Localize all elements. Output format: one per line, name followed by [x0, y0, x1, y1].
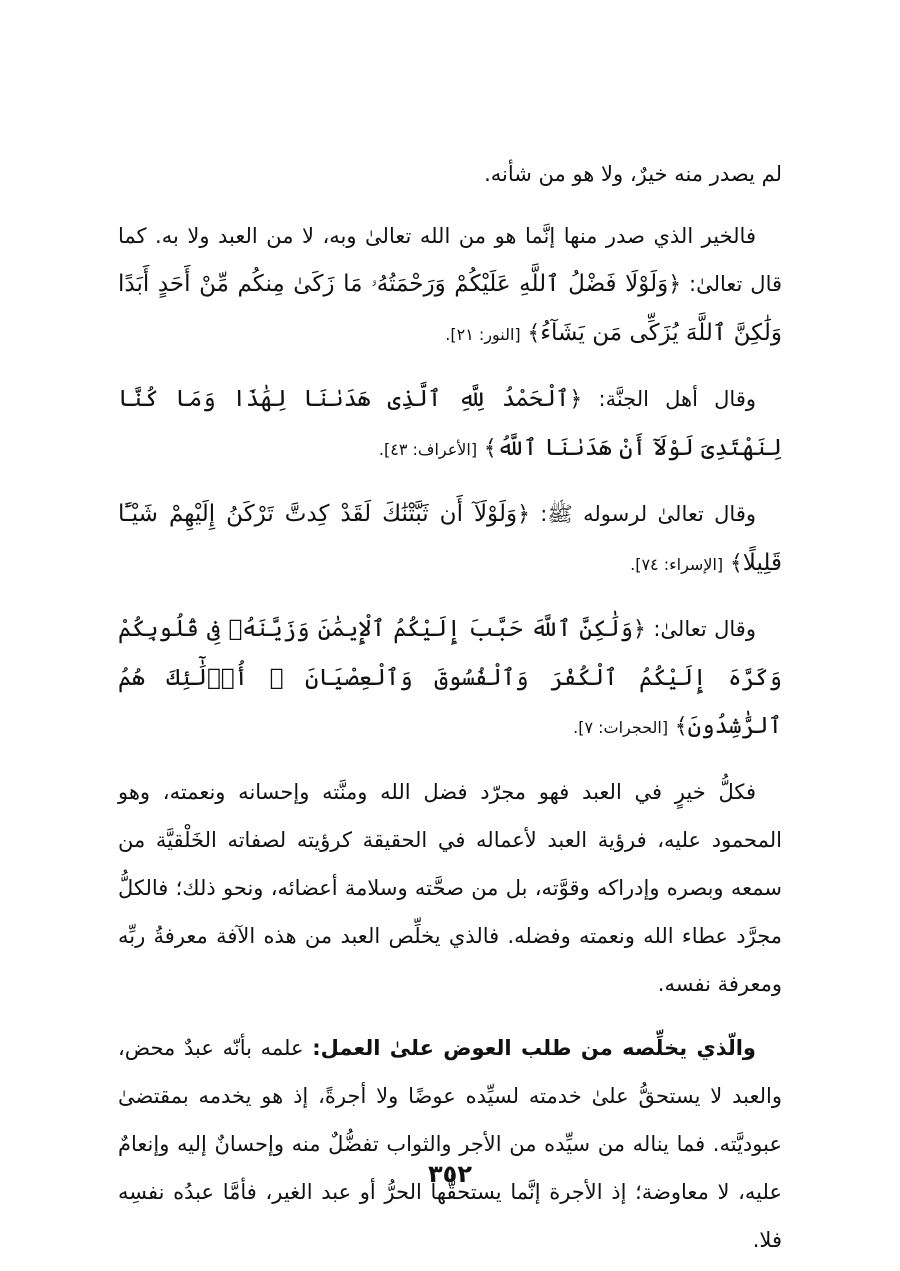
- quran-close-bracket: ﴾: [729, 551, 743, 576]
- paragraph-3: [118, 375, 782, 474]
- paragraph-5: [118, 605, 782, 752]
- quran-open-bracket: ﴿: [569, 387, 583, 412]
- quran-verse-hujurat-7: وَلَٰكِنَّ ٱللَّهَ حَبَّبَ إِلَيْكُمُ ٱلْإِيمَٰنَ وَزَيَّنَهُۥ فِى قُلُوبِكُمْ وَكَرَّهَ إِلَيْكُمُ ٱلْكُفْرَ وَٱلْفُسُوقَ وَٱلْعِصْيَانَ ۚ أُو۟لَٰٓئِكَ هُمُ ٱلرَّٰشِدُونَ: [118, 616, 782, 739]
- quran-verse-isra-74: وَلَوْلَآ أَن ثَبَّتْنَٰكَ لَقَدْ كِدتَّ تَرْكَنُ إِلَيْهِمْ شَيْـًٔا قَلِيلًا: [118, 501, 782, 576]
- paragraph-4: [118, 490, 782, 589]
- verse-reference: [الحجرات: ٧].: [573, 718, 669, 737]
- paragraph-1: [118, 150, 782, 198]
- verse-reference: [الأعراف: ٤٣].: [378, 440, 478, 459]
- quran-close-bracket: ﴾: [674, 714, 688, 739]
- quran-open-bracket: ﴿: [633, 617, 646, 642]
- quran-verse-araf-43: ٱلْحَمْدُ لِلَّهِ ٱلَّذِى هَدَىٰنَا لِهَٰذَا وَمَا كُنَّا لِنَهْتَدِىَ لَوْلَآ أَنْ هَدَىٰنَا ٱللَّهُ: [118, 386, 782, 461]
- quran-open-bracket: ﴿: [517, 502, 530, 527]
- page-number: ٣٥٢: [428, 1160, 472, 1188]
- paragraph-7: [118, 1024, 782, 1264]
- paragraph-6: [118, 768, 782, 1008]
- quran-close-bracket: ﴾: [483, 436, 497, 461]
- paragraph-7-heading: والّذي يخلِّصه من طلب العوض علىٰ العمل:: [312, 1036, 756, 1060]
- paragraph-3-text: وقال أهل الجنَّة:: [582, 387, 756, 411]
- quran-open-bracket: ﴿: [668, 272, 682, 297]
- paragraph-2-text: فالخير الذي صدر منها إنَّما هو من الله تعالىٰ وبه، لا من العبد ولا به. كما قال تعالىٰ:: [118, 224, 783, 296]
- paragraph-1-text: لم يصدر منه خيرٌ، ولا هو من شأنه.: [484, 162, 782, 186]
- paragraph-6-text: فكلُّ خيرٍ في العبد فهو مجرّد فضل الله ومنَّته وإحسانه ونعمته، وهو المحمود عليه، فرؤية العبد لأعماله في الحقيقة كرؤيته لصفاته الخَلْقيَّة من سمعه وبصره وإدراكه وقوَّته، بل من صحَّته وسلامة أعضائه، ونحو ذلك؛ فالكلُّ مجرَّد عطاء الله ونعمته وفضله. فالذي يخلِّص العبد من هذه الآفة معرفةُ ربِّه ومعرفة نفسه.: [118, 780, 782, 996]
- paragraph-7-text: علمه بأنّه عبدٌ محض، والعبد لا يستحقُّ علىٰ خدمته لسيِّده عوضًا ولا أجرةً، إذ هو يخدمه بمقتضىٰ عبوديَّته. فما يناله من سيِّده من الأجر والثواب تفضُّلٌ منه وإحسانٌ إليه وإنعامٌ عليه، لا معاوضة؛ إذ الأجرة إنَّما يستحقُّها الحرُّ أو عبد الغير، فأمَّا عبدُه نفسِه فلا.: [118, 1036, 782, 1252]
- paragraph-4-text: وقال تعالىٰ لرسوله ﷺ:: [529, 502, 757, 526]
- paragraph-2: [118, 212, 782, 359]
- quran-verse-nur-21: وَلَوْلَا فَضْلُ ٱللَّهِ عَلَيْكُمْ وَرَحْمَتُهُۥ مَا زَكَىٰ مِنكُم مِّنْ أَحَدٍ أَبَدًا وَلَٰكِنَّ ٱللَّهَ يُزَكِّى مَن يَشَآءُ: [118, 271, 782, 346]
- verse-reference: [الإسراء: ٧٤].: [630, 555, 724, 574]
- verse-reference: [النور: ٢١].: [445, 325, 521, 344]
- paragraph-5-text: وقال تعالىٰ:: [645, 617, 756, 641]
- quran-close-bracket: ﴾: [527, 321, 541, 346]
